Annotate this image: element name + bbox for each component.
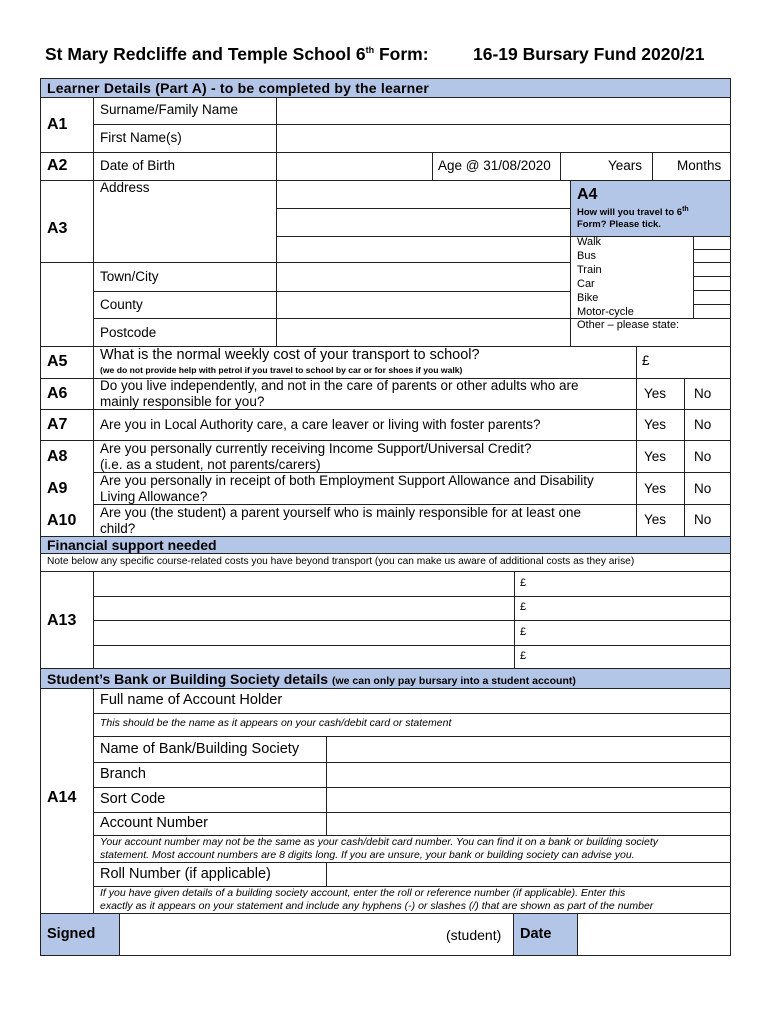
a10-code: A10 xyxy=(47,512,77,529)
a4-sup: th xyxy=(682,206,689,213)
tick-walk[interactable] xyxy=(694,237,730,249)
account-number-label: Account Number xyxy=(100,815,208,831)
roll-note-line1: If you have given details of a building society account, enter the roll or reference number (if applicable). Enter this xyxy=(100,887,626,899)
tick-motorcycle[interactable] xyxy=(694,305,730,318)
a10-yes[interactable]: Yes xyxy=(644,512,667,527)
a5-question: What is the normal weekly cost of your transport to school? xyxy=(100,347,480,363)
dob-label: Date of Birth xyxy=(100,158,176,173)
first-name-field[interactable] xyxy=(277,125,730,152)
a6-question-line1: Do you live independently, and not in the care of parents or other adults who are xyxy=(100,378,579,393)
surname-label: Surname/Family Name xyxy=(100,102,239,117)
title-sup: th xyxy=(365,45,375,56)
a13-code: A13 xyxy=(47,612,77,629)
account-note xyxy=(100,836,658,862)
address-label: Address xyxy=(100,180,150,195)
cost-currency-1: £ xyxy=(520,577,527,589)
a7-no[interactable]: No xyxy=(694,417,712,432)
months-field[interactable] xyxy=(653,153,675,180)
a5-code: A5 xyxy=(47,353,68,370)
cost-currency-2: £ xyxy=(520,601,527,613)
a3-code: A3 xyxy=(47,220,68,237)
a10-question-line1: Are you (the student) a parent yourself who is mainly responsible for at least one xyxy=(100,505,582,520)
travel-option-train: Train xyxy=(577,264,602,276)
holder-label: Full name of Account Holder xyxy=(100,692,283,708)
a10-question-line2: child? xyxy=(100,520,136,536)
first-name-label: First Name(s) xyxy=(100,130,182,145)
a9-question-line1: Are you personally in receipt of both Employment Support Allowance and Disability xyxy=(100,473,594,488)
cost-amount-1[interactable] xyxy=(530,572,730,596)
a9-question xyxy=(100,473,594,504)
student-label: (student) xyxy=(446,927,502,943)
a8-code: A8 xyxy=(47,448,68,465)
form-subtitle: 16-19 Bursary Fund 2020/21 xyxy=(473,44,705,64)
a4-code: A4 xyxy=(577,186,598,203)
a4-question xyxy=(577,204,689,231)
cost-currency-3: £ xyxy=(520,626,527,638)
cost-amount-4[interactable] xyxy=(530,646,730,668)
address-field-3[interactable] xyxy=(277,237,570,262)
branch-field[interactable] xyxy=(327,763,730,787)
cost-description-4[interactable] xyxy=(94,646,514,668)
signed-label: Signed xyxy=(47,926,96,942)
bank-heading xyxy=(47,671,576,687)
roll-note xyxy=(100,887,653,913)
signature-field[interactable] xyxy=(120,914,440,955)
roll-note-line2: exactly as it appears on your statement and include any hyphens (-) or slashes (/) that are shown as part of the number xyxy=(100,900,654,912)
travel-option-car: Car xyxy=(577,278,595,290)
travel-option-motorcycle: Motor-cycle xyxy=(577,306,634,318)
years-label: Years xyxy=(608,158,643,173)
holder-field[interactable] xyxy=(327,689,730,713)
financial-heading: Financial support needed xyxy=(47,537,217,553)
account-note-line1: Your account number may not be the same as your cash/debit card number. You can find it on a bank or building society xyxy=(100,836,658,848)
a6-no[interactable]: No xyxy=(694,386,712,401)
a5-currency: £ xyxy=(642,353,650,368)
a8-question-line2: (i.e. as a student, not parents/carers) xyxy=(100,456,321,472)
tick-bus[interactable] xyxy=(694,250,730,262)
postcode-field[interactable] xyxy=(277,319,570,346)
a7-question: Are you in Local Authority care, a care leaver or living with foster parents? xyxy=(100,417,541,432)
county-field[interactable] xyxy=(277,292,570,318)
a6-code: A6 xyxy=(47,385,68,402)
travel-option-other: Other – please state: xyxy=(577,319,680,331)
a10-question xyxy=(100,505,581,536)
travel-option-walk: Walk xyxy=(577,236,602,248)
other-travel-field[interactable] xyxy=(571,333,730,346)
a8-question xyxy=(100,441,531,472)
cost-amount-2[interactable] xyxy=(530,597,730,620)
a8-yes[interactable]: Yes xyxy=(644,449,667,464)
cost-description-1[interactable] xyxy=(94,572,514,596)
age-label: Age @ 31/08/2020 xyxy=(438,158,551,173)
tick-car[interactable] xyxy=(694,277,730,290)
financial-note: Note below any specific course-related costs you have beyond transport (you can make us aware of additional costs as they arise) xyxy=(47,556,635,567)
a6-question xyxy=(100,378,579,409)
months-label: Months xyxy=(677,158,722,173)
weekly-cost-field[interactable] xyxy=(654,347,730,378)
sort-code-label: Sort Code xyxy=(100,791,166,807)
a10-no[interactable]: No xyxy=(694,512,712,527)
cost-description-3[interactable] xyxy=(94,621,514,645)
tick-train[interactable] xyxy=(694,263,730,276)
roll-number-label: Roll Number (if applicable) xyxy=(100,866,271,882)
a4-question-line1: How will you travel to 6 xyxy=(577,207,683,219)
town-field[interactable] xyxy=(277,263,570,291)
address-field-2[interactable] xyxy=(277,209,570,236)
years-field[interactable] xyxy=(561,153,606,180)
date-label: Date xyxy=(520,926,552,942)
a9-no[interactable]: No xyxy=(694,481,712,496)
tick-bike[interactable] xyxy=(694,291,730,304)
branch-label: Branch xyxy=(100,766,146,782)
title-text: St Mary Redcliffe and Temple School 6 xyxy=(45,44,366,64)
cost-amount-3[interactable] xyxy=(530,621,730,645)
a4-question-line2: Form? Please tick. xyxy=(577,219,661,231)
bank-heading-note: (we can only pay bursary into a student account) xyxy=(331,675,576,687)
town-label: Town/City xyxy=(100,269,159,284)
address-field-1[interactable] xyxy=(277,181,570,208)
holder-note: This should be the name as it appears on your cash/debit card or statement xyxy=(100,717,452,729)
a9-yes[interactable]: Yes xyxy=(644,481,667,496)
bank-heading-text: Student’s Bank or Building Society details xyxy=(47,671,329,687)
bank-name-field[interactable] xyxy=(327,737,730,762)
roll-number-field[interactable] xyxy=(327,863,730,886)
cost-description-2[interactable] xyxy=(94,597,514,620)
a6-question-line2: mainly responsible for you? xyxy=(100,393,265,409)
account-number-field[interactable] xyxy=(327,813,730,835)
dob-field[interactable] xyxy=(277,153,432,180)
form-title xyxy=(45,44,429,65)
a9-question-line2: Living Allowance? xyxy=(100,488,208,504)
travel-option-bike: Bike xyxy=(577,292,599,304)
a6-yes[interactable]: Yes xyxy=(644,386,667,401)
a8-question-line1: Are you personally currently receiving Income Support/Universal Credit? xyxy=(100,441,532,456)
a1-code: A1 xyxy=(47,116,68,133)
a9-code: A9 xyxy=(47,480,68,497)
county-label: County xyxy=(100,297,143,312)
date-field[interactable] xyxy=(578,914,730,955)
a7-yes[interactable]: Yes xyxy=(644,417,667,432)
a14-code: A14 xyxy=(47,789,77,806)
bank-name-label: Name of Bank/Building Society xyxy=(100,741,300,757)
travel-option-bus: Bus xyxy=(577,250,596,262)
a2-code: A2 xyxy=(47,157,68,174)
account-note-line2: statement. Most account numbers are 8 digits long. If you are unsure, your bank or building society can advise you. xyxy=(100,849,635,861)
cost-currency-4: £ xyxy=(520,650,527,662)
surname-field[interactable] xyxy=(277,98,730,124)
title-end: Form: xyxy=(374,44,429,64)
a7-code: A7 xyxy=(47,416,68,433)
postcode-label: Postcode xyxy=(100,325,157,340)
a8-no[interactable]: No xyxy=(694,449,712,464)
part-a-heading: Learner Details (Part A) - to be completed by the learner xyxy=(47,80,429,96)
a5-note: (we do not provide help with petrol if you travel to school by car or for shoes if you walk) xyxy=(100,365,463,375)
sort-code-field[interactable] xyxy=(327,788,730,812)
